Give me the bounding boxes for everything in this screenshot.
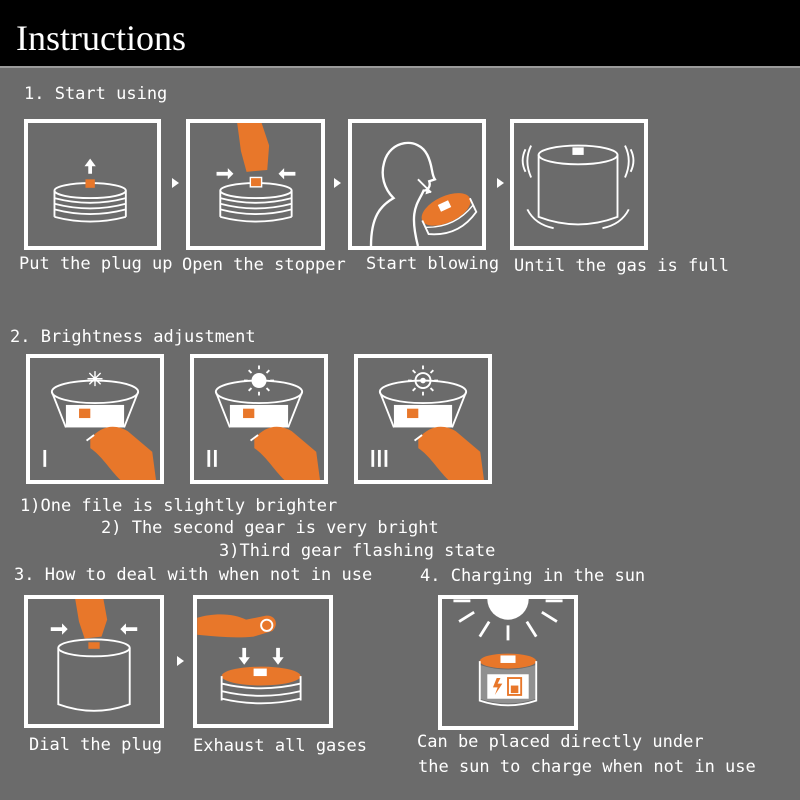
person-blowing-illustration xyxy=(352,123,482,246)
inflated-lantern-illustration xyxy=(514,123,644,246)
step-label: Open the stopper xyxy=(182,255,346,275)
collapsed-lantern-plug-up-illustration xyxy=(28,123,157,246)
header-bar xyxy=(0,0,800,68)
step-start-blowing-panel xyxy=(348,119,486,250)
brightness-level-1-panel xyxy=(26,354,164,484)
exhaust-gases-illustration xyxy=(197,599,329,724)
step-label: Dial the plug xyxy=(29,735,163,755)
brightness-note: 1)One file is slightly brighter xyxy=(20,496,338,516)
brightness-note: 3)Third gear flashing state xyxy=(219,541,496,561)
step-label: Until the gas is full xyxy=(514,256,729,276)
lantern-press-button-illustration xyxy=(358,358,488,480)
step-arrow-icon xyxy=(172,178,179,188)
section1-heading: 1. Start using xyxy=(24,84,168,104)
step-label: Start blowing xyxy=(366,254,500,274)
brightness-note: 2) The second gear is very bright xyxy=(101,518,439,538)
brightness-level-3-panel xyxy=(354,354,492,484)
exhaust-gases-panel xyxy=(193,595,333,728)
open-stopper-illustration xyxy=(190,123,321,246)
charging-caption-line: the sun to charge when not in use xyxy=(418,757,756,777)
section4-heading: 4. Charging in the sun xyxy=(420,566,646,586)
dial-plug-panel xyxy=(24,595,164,728)
dial-plug-illustration xyxy=(28,599,160,724)
lantern-press-button-illustration xyxy=(194,358,324,480)
page-title: Instructions xyxy=(16,18,186,58)
section3-heading: 3. How to deal with when not in use xyxy=(14,565,373,585)
solar-charging-panel xyxy=(438,595,578,730)
step-put-plug-up-panel xyxy=(24,119,161,250)
lantern-press-button-illustration xyxy=(30,358,160,480)
section2-heading: 2. Brightness adjustment xyxy=(10,327,256,347)
step-label: Exhaust all gases xyxy=(193,736,367,756)
step-arrow-icon xyxy=(177,656,184,666)
step-gas-full-panel xyxy=(510,119,648,250)
sun-charging-illustration xyxy=(442,599,574,726)
charging-caption-line: Can be placed directly under xyxy=(417,732,704,752)
step-arrow-icon xyxy=(497,178,504,188)
step-open-stopper-panel xyxy=(186,119,325,250)
step-arrow-icon xyxy=(334,178,341,188)
brightness-level-2-panel xyxy=(190,354,328,484)
step-label: Put the plug up xyxy=(19,254,173,274)
